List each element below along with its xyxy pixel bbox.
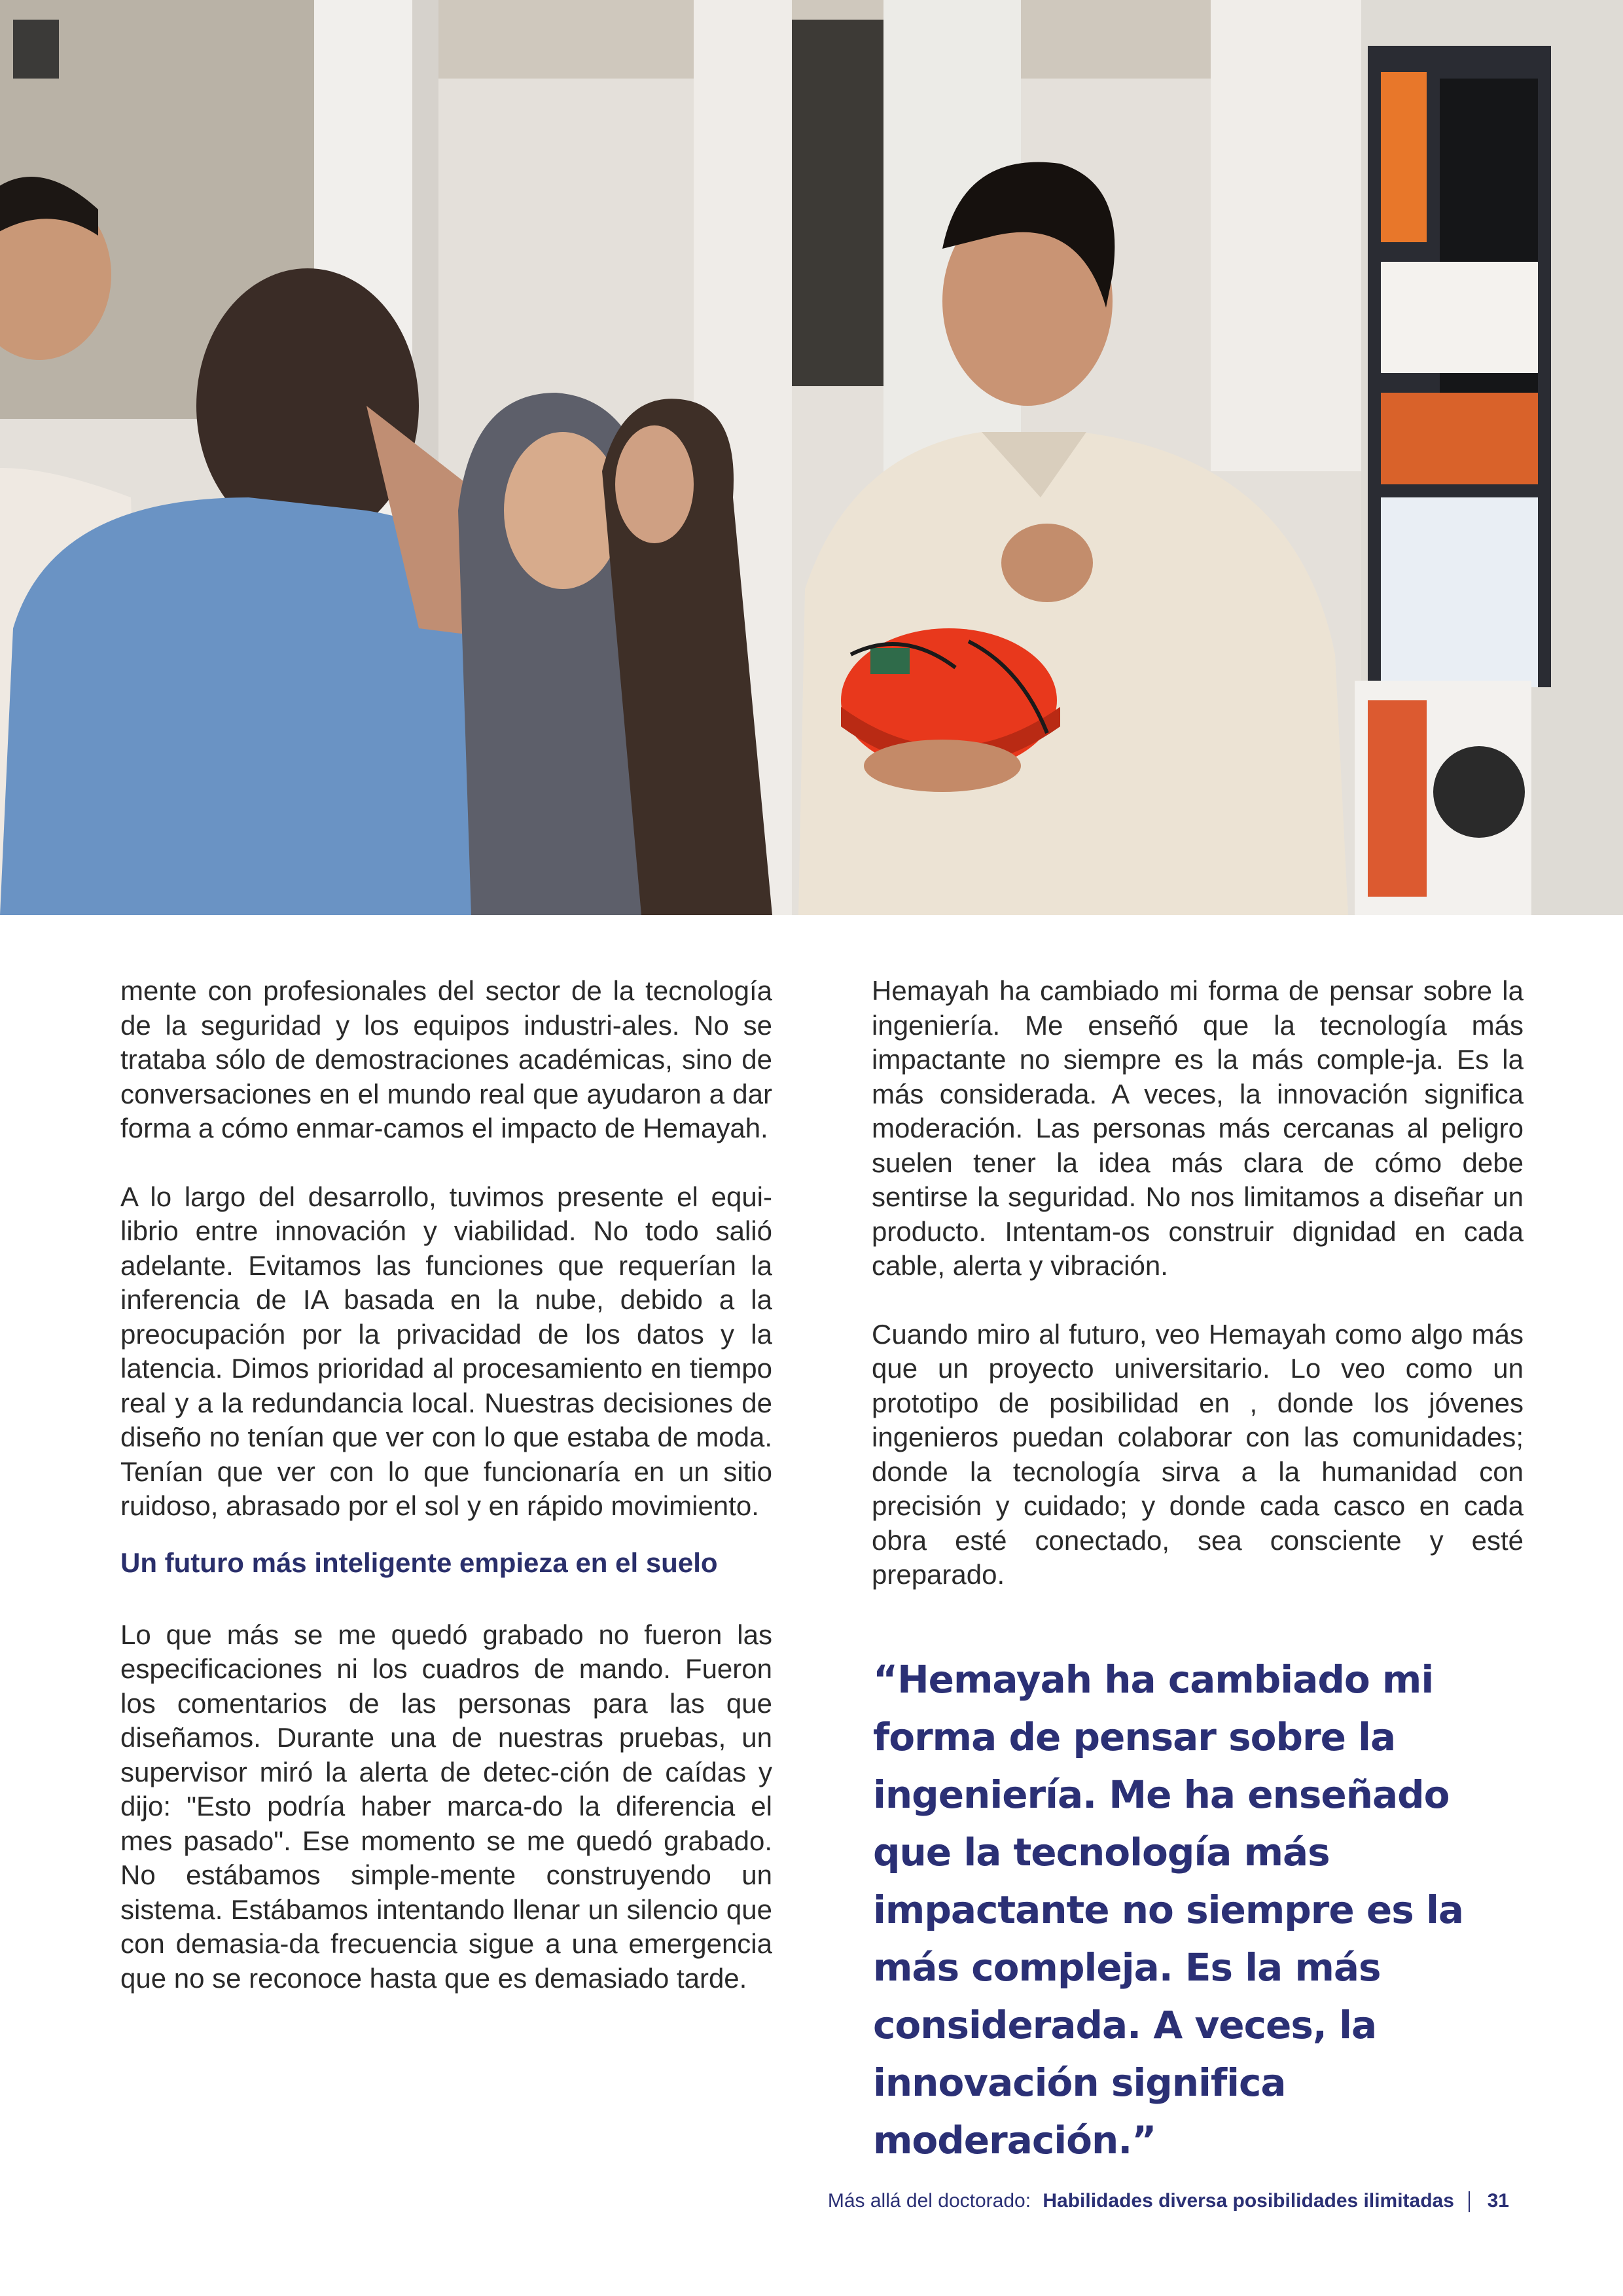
body-paragraph: Lo que más se me quedó grabado no fueron las especificaciones ni los cuadros de mando. Fueron los comentarios de las personas para las que diseñamos. Durante una de nuestras pruebas, un supervisor miró la alerta de detec-ción de caídas y dijo: "Esto podría haber marca-do la diferencia el mes pasado". Ese momento se me quedó grabado. No estábamos simple-mente construyendo un sistema. Estábamos intentando llenar un silencio que con demasia-da frecuencia sigue a una emergencia que no se reconoce hasta que es demasiado tarde.: [120, 1619, 772, 1994]
body-paragraph: A lo largo del desarrollo, tuvimos presente el equi-librio entre innovación y viabilidad. No todo salió adelante. Evitamos las funciones que requerían la inferencia de IA basada en la nube, debido a la preocupación por la privacidad de los datos y la latencia. Dimos prioridad al procesamiento en tiempo real y a la redundancia local. Nuestras decisiones de diseño no tenían que ver con lo que estaba de moda. Tenían que ver con lo que funcionaría en un sitio ruidoso, abrasado por el sol y en rápido movimiento.: [120, 1181, 772, 1521]
body-paragraph: mente con profesionales del sector de la tecnología de la seguridad y los equipos industri-ales. No se trataba sólo de demostraciones académicas, sino de conversaciones en el mundo real que ayudaron a dar forma a cómo enmar-camos el impacto de Hemayah.: [120, 975, 772, 1143]
hero-photo-illustration: [0, 0, 1623, 915]
page-footer: [828, 2190, 1509, 2212]
right-column: [872, 974, 1524, 1592]
body-paragraph: Hemayah ha cambiado mi forma de pensar sobre la ingeniería. Me enseñó que la tecnología más impactante no siempre es la más comple-ja. Es la más considerada. A veces, la innovación significa moderación. Las personas más cercanas al peligro suelen tener la idea más clara de cómo debe sentirse la seguridad. No nos limitamos a diseñar un producto. Intentam-os construir dignidad en cada cable, alerta y vibración.: [872, 975, 1524, 1281]
left-column: [120, 974, 772, 1996]
footer-divider: [1469, 2191, 1470, 2212]
body-paragraph: Cuando miro al futuro, veo Hemayah como algo más que un proyecto universitario. Lo veo como un prototipo de posibilidad en , donde los jóvenes ingenieros puedan colaborar con las comunidades; donde la tecnología sirva a la humanidad con precisión y cuidado; y donde cada casco en cada obra esté conectado, sea consciente y esté preparado.: [872, 1318, 1524, 1590]
section-subheading: Un futuro más inteligente empieza en el suelo: [120, 1547, 718, 1578]
hero-photo: [0, 0, 1623, 915]
publication-title: Más allá del doctorado:: [827, 2190, 1031, 2212]
section-title: Habilidades diversa posibilidades ilimitadas: [1043, 2190, 1454, 2212]
pull-quote: “Hemayah ha cambiado mi forma de pensar sobre la ingeniería. Me ha enseñado que la tecnología más impactante no siempre es la más compleja. Es la más considerada. A veces, la innovación significa moderación.”: [873, 1657, 1463, 2162]
page-number: 31: [1487, 2190, 1509, 2212]
